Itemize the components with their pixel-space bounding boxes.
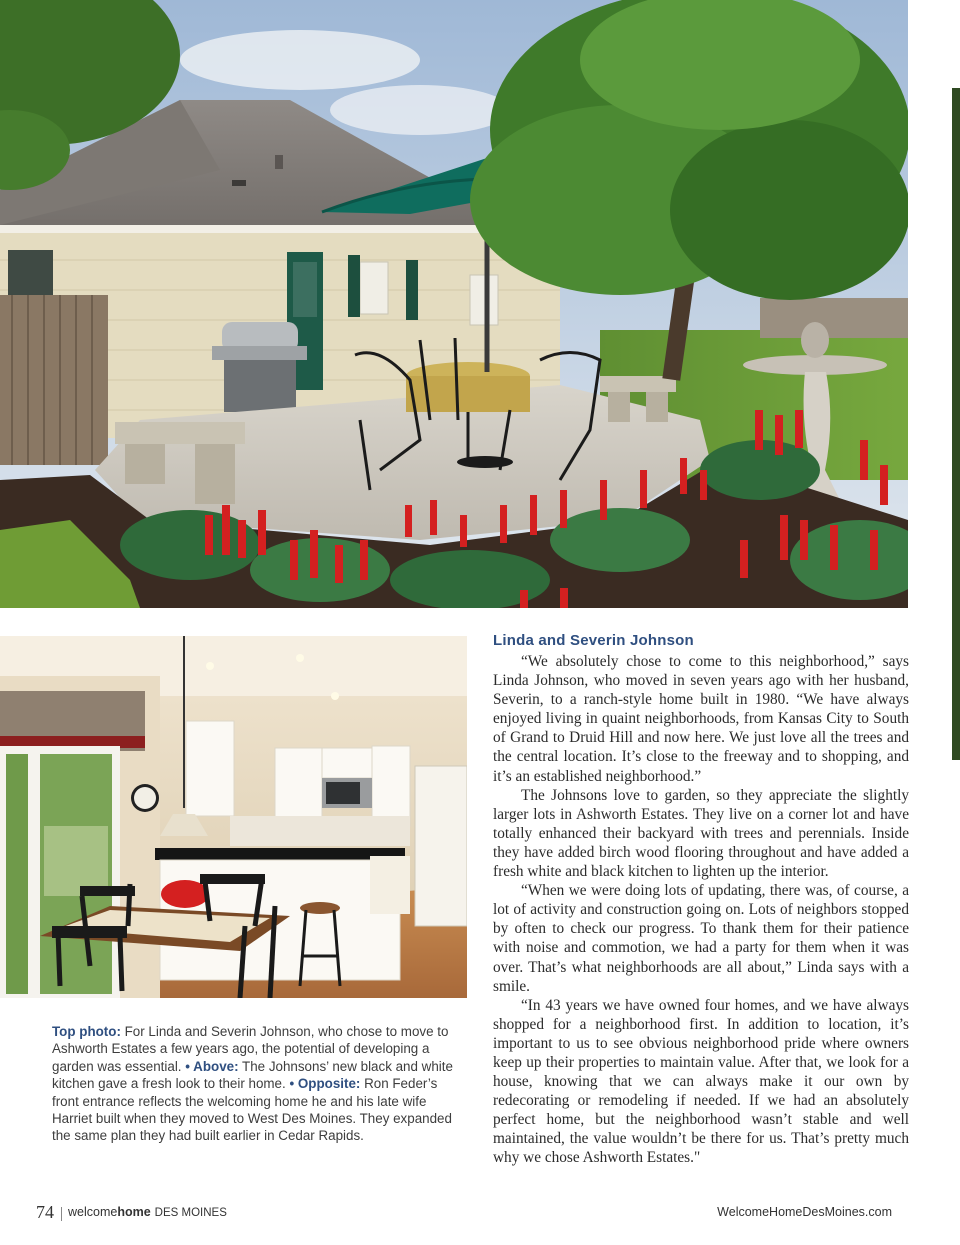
caption-opposite-text: Ron Feder’s front entrance reflects the welcoming home he and his late wife Harriet built when they moved to West Des Moines. They expanded the same plan they had built earlier in Cedar Rapids. xyxy=(52,1076,452,1144)
backyard-patio-photo xyxy=(0,0,908,608)
article-paragraph: “We absolutely chose to come to this neighborhood,” says Linda Johnson, who moved in seven years ago with her husband, Severin, to a ranch-style home built in 1980. “We have always enjoyed living in quaint neighborhoods, from Kansas City to South of Grand to Druid Hill and now here. We just love all the trees and the central location. It’s close to the freeway and to shopping, and it’s an established neighborhood.” xyxy=(493,653,909,785)
site-url[interactable]: WelcomeHomeDesMoines.com xyxy=(717,1205,892,1219)
article-paragraph: “In 43 years we have owned four homes, and we have always shopped for a neighborhood first. In addition to location, it’s important to us to see obvious neighborhood pride where owners keep up their properties to maintain value. After that, we look for a house, knowing that we can always make it our own by redecorating or remodeling if needed. If we had an absolutely perfect home, but the neighborhood wasn’t stable and well maintained, the value wouldn’t be there for us. That’s pretty much why we chose Ashworth Estates." xyxy=(493,996,909,1167)
article-heading: Linda and Severin Johnson xyxy=(493,632,694,649)
article-paragraph: The Johnsons love to garden, so they appreciate the slightly larger lots in Ashworth Estates. They live on a corner lot and have totally enhanced their backyard with trees and perennials. Inside they have added birch wood flooring throughout and have added a fresh white and black kitchen to lighten up the interior. xyxy=(493,786,909,881)
article-column xyxy=(493,632,909,1168)
page-footer xyxy=(36,1204,892,1226)
brand-home: home xyxy=(117,1205,151,1219)
caption-opposite-label: • Opposite: xyxy=(289,1076,361,1092)
adjacent-page-edge xyxy=(952,88,960,760)
article-paragraph: “When we were doing lots of updating, there was, of course, a lot of activity and construction going on. Lots of neighbors stopped by often to check our progress. To thank them for their patience with noise and commotion, we had a party for them when it was over. That’s what neighborhoods are all about,” Linda says with a smile. xyxy=(493,882,909,995)
caption-top-text: For Linda and Severin Johnson, who chose to move to Ashworth Estates a few years ago, the potential of developing a garden was essential. xyxy=(52,1024,449,1074)
brand-city: DES MOINES xyxy=(154,1207,227,1219)
brand-welcome: welcome xyxy=(68,1205,118,1219)
magazine-brand xyxy=(68,1205,227,1219)
caption-top-label: Top photo: xyxy=(52,1024,121,1039)
photo-caption xyxy=(52,1023,462,1145)
kitchen-photo xyxy=(0,636,467,998)
caption-above-text: The Johnsons’ new black and white kitchen gave a fresh look to their home. xyxy=(52,1058,453,1092)
footer-divider xyxy=(61,1207,62,1221)
caption-above-label: • Above: xyxy=(185,1058,239,1074)
page-number: 74 xyxy=(36,1202,54,1222)
